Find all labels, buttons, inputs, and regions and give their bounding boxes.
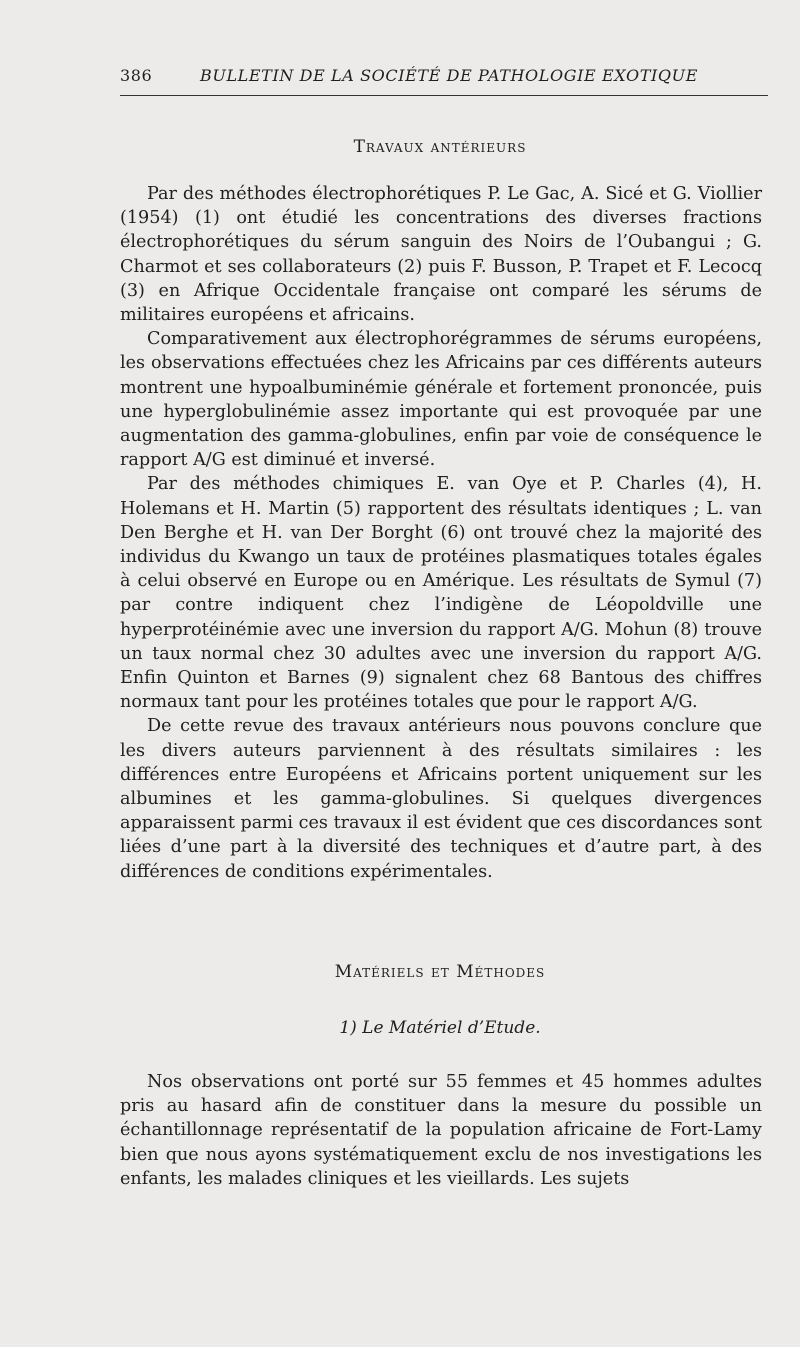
paragraph: Nos observations ont porté sur 55 femmes et 45 hommes adultes pris au hasard afin de constituer dans la mesure du possible un échantillonnage représentatif de la population africaine de Fort-Lamy bien que nous ayons systématiquement exclu de nos investigations les enfants, les malades cliniques et les vieillards. Les sujets [120, 1072, 762, 1189]
section-body-prior-work [120, 182, 762, 884]
journal-title: BULLETIN DE LA SOCIÉTÉ DE PATHOLOGIE EXOTIQUE [200, 66, 698, 85]
subsection-heading-material: 1) Le Matériel d’Etude. [339, 1018, 541, 1038]
section-heading-methods: Matériels et Méthodes [334, 962, 546, 982]
header-rule [120, 95, 768, 96]
section-body-methods [120, 1070, 762, 1191]
page-number: 386 [120, 66, 153, 85]
paragraph: Par des méthodes chimiques E. van Oye et P. Charles (4), H. Holemans et H. Martin (5) rapportent des résultats identiques ; L. van Den Berghe et H. van Der Borght (6) ont trouvé chez la majorité des individus du Kwango un taux de protéines plasmatiques totales égales à celui observé en Europe ou en Amérique. Les résultats de Symul (7) par contre indiquent chez l’indigène de Léopoldville une hyperprotéinémie avec une inversion du rapport A/G. Mohun (8) trouve un taux normal chez 30 adultes avec une inversion du rapport A/G. Enfin Quinton et Barnes (9) signalent chez 68 Bantous des chiffres normaux tant pour les protéines totales que pour le rapport A/G. [120, 474, 762, 713]
paragraph: De cette revue des travaux antérieurs nous pouvons conclure que les divers auteurs parviennent à des résultats similaires : les différences entre Européens et Africains portent uniquement sur les albumines et les gamma-globulines. Si quelques divergences apparaissent parmi ces travaux il est évident que ces discordances sont liées d’une part à la diversité des techniques et d’autre part, à des différences de conditions expérimentales. [120, 716, 762, 882]
paragraph: Comparativement aux électrophorégrammes de sérums européens, les observations effectuées chez les Africains par ces différents auteurs montrent une hypoalbuminémie générale et fortement prononcée, puis une hyperglobulinémie assez importante qui est provoquée par une augmentation des gamma-globulines, enfin par voie de conséquence le rapport A/G est diminué et inversé. [120, 329, 762, 471]
running-header [120, 62, 760, 92]
section-heading-prior-work: Travaux antérieurs [353, 137, 527, 157]
paragraph: Par des méthodes électrophorétiques P. Le Gac, A. Sicé et G. Viollier (1954) (1) ont étudié les concentrations des diverses fractions électrophorétiques du sérum sanguin des Noirs de l’Oubangui ; G. Charmot et ses collaborateurs (2) puis F. Busson, P. Trapet et F. Lecocq (3) en Afrique Occidentale française ont comparé les sérums de militaires européens et africains. [120, 184, 762, 326]
